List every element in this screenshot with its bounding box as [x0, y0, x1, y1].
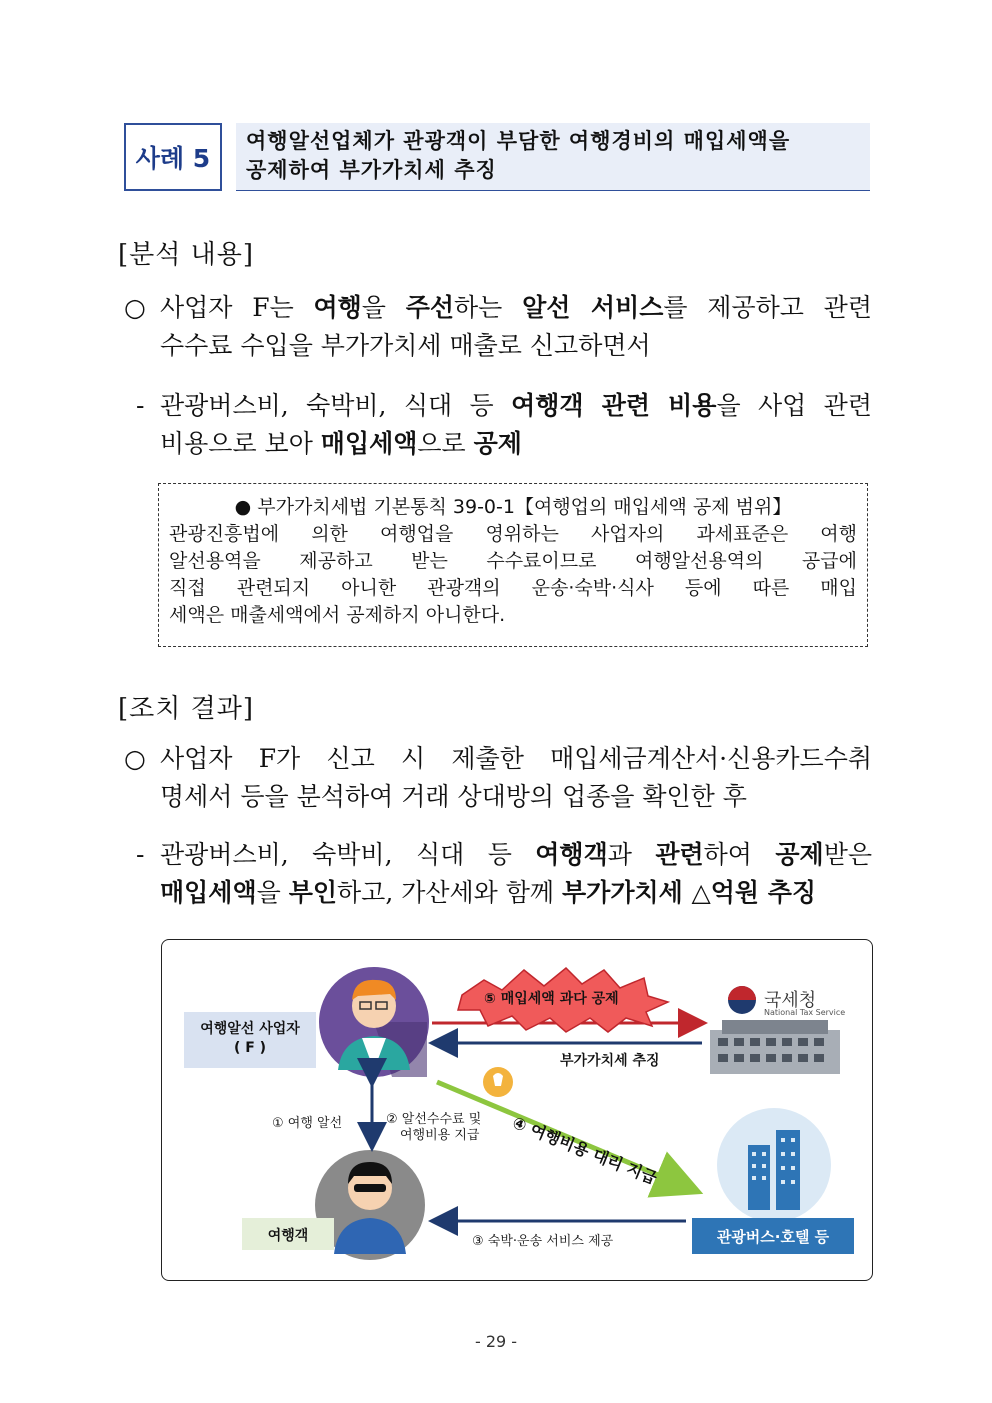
- nts-name: 국세청: [764, 990, 817, 1011]
- page-number: - 29 -: [474, 1332, 518, 1351]
- nts-subname: National Tax Service: [764, 1008, 846, 1017]
- case-title-line1: 여행알선업체가 관광객이 부담한 여행경비의 매입세액을: [246, 129, 791, 153]
- step2-label: [386, 1112, 481, 1144]
- nts-logo: [728, 986, 756, 1014]
- travel-agent-label-line2: ( F ): [233, 1040, 267, 1056]
- flow-diagram: [161, 939, 873, 1281]
- vendor-icon: [717, 1108, 831, 1222]
- regulation-line: 세액은 매출세액에서 공제하지 아니한다.: [169, 604, 506, 626]
- regulation-line: 알선용역을 제공하고 받는 수수료이므로 여행알선용역의 공급에: [169, 550, 857, 572]
- result-paragraph-2: [124, 836, 872, 912]
- result-p2-line1: 관광버스비, 숙박비, 식대 등 여행객과 관련하여 공제받은: [160, 840, 872, 869]
- analysis-paragraph-2: [124, 387, 872, 463]
- analysis-paragraph-1: [124, 289, 872, 365]
- result-p1-line2: 명세서 등을 분석하여 거래 상대방의 업종을 확인한 후: [160, 782, 747, 811]
- step2-label-line2: 여행비용 지급: [400, 1128, 480, 1143]
- step3-label: ③ 숙박·운송 서비스 제공: [472, 1234, 614, 1249]
- bullet-dash: -: [136, 391, 145, 420]
- result-paragraph-1: [124, 740, 872, 816]
- analysis-p1-line2: 수수료 수입을 부가가치세 매출로 신고하면서: [160, 331, 651, 360]
- travel-agent-label: [184, 1020, 316, 1058]
- regulation-line: 직접 관련되지 아니한 관광객의 운송·숙박·식사 등에 따른 매입: [169, 577, 857, 599]
- vendor-label: 관광버스·호텔 등: [716, 1228, 830, 1246]
- analysis-p1-line1: 사업자 F는 여행을 주선하는 알선 서비스를 제공하고 관련: [160, 293, 872, 322]
- regulation-line: 관광진흥법에 의한 여행업을 영위하는 사업자의 과세표준은 여행: [169, 523, 857, 545]
- regulation-title: ● 부가가치세법 기본통칙 39-0-1【여행업의 매입세액 공제 범위】: [234, 496, 792, 518]
- nts-building: [710, 1020, 840, 1074]
- case-title-line2: 공제하여 부가가치세 추징: [246, 158, 497, 182]
- travel-agent-label-line1: 여행알선 사업자: [200, 1021, 300, 1037]
- bullet-circle: ○: [124, 293, 146, 322]
- case-label: 사례 5: [124, 123, 222, 191]
- regulation-quote-box: [158, 483, 868, 647]
- bullet-dash: -: [136, 840, 145, 869]
- tax-collect-label: 부가가치세 추징: [560, 1053, 660, 1069]
- bullet-circle: ○: [124, 744, 146, 773]
- result-p2-line2: 매입세액을 부인하고, 가산세와 함께 부가가치세 △억원 추징: [160, 878, 817, 907]
- travel-agent-avatar: [319, 967, 429, 1077]
- step5-label: ⑤ 매입세액 과다 공제: [484, 991, 619, 1007]
- traveler-label: 여행객: [267, 1228, 309, 1244]
- analysis-p2-line1: 관광버스비, 숙박비, 식대 등 여행객 관련 비용을 사업 관련: [160, 391, 872, 420]
- result-heading: [조치 결과]: [118, 694, 255, 724]
- analysis-heading: [분석 내용]: [118, 240, 255, 270]
- step4-label: ④ 여행비용 대리 지급: [509, 1112, 660, 1189]
- step1-label: ① 여행 알선: [272, 1116, 343, 1131]
- result-p1-line1: 사업자 F가 신고 시 제출한 매입세금계산서·신용카드수취: [160, 744, 872, 773]
- analysis-p2-line2: 비용으로 보아 매입세액으로 공제: [160, 429, 522, 458]
- step2-label-line1: ② 알선수수료 및: [386, 1112, 482, 1127]
- case-title: [236, 123, 870, 191]
